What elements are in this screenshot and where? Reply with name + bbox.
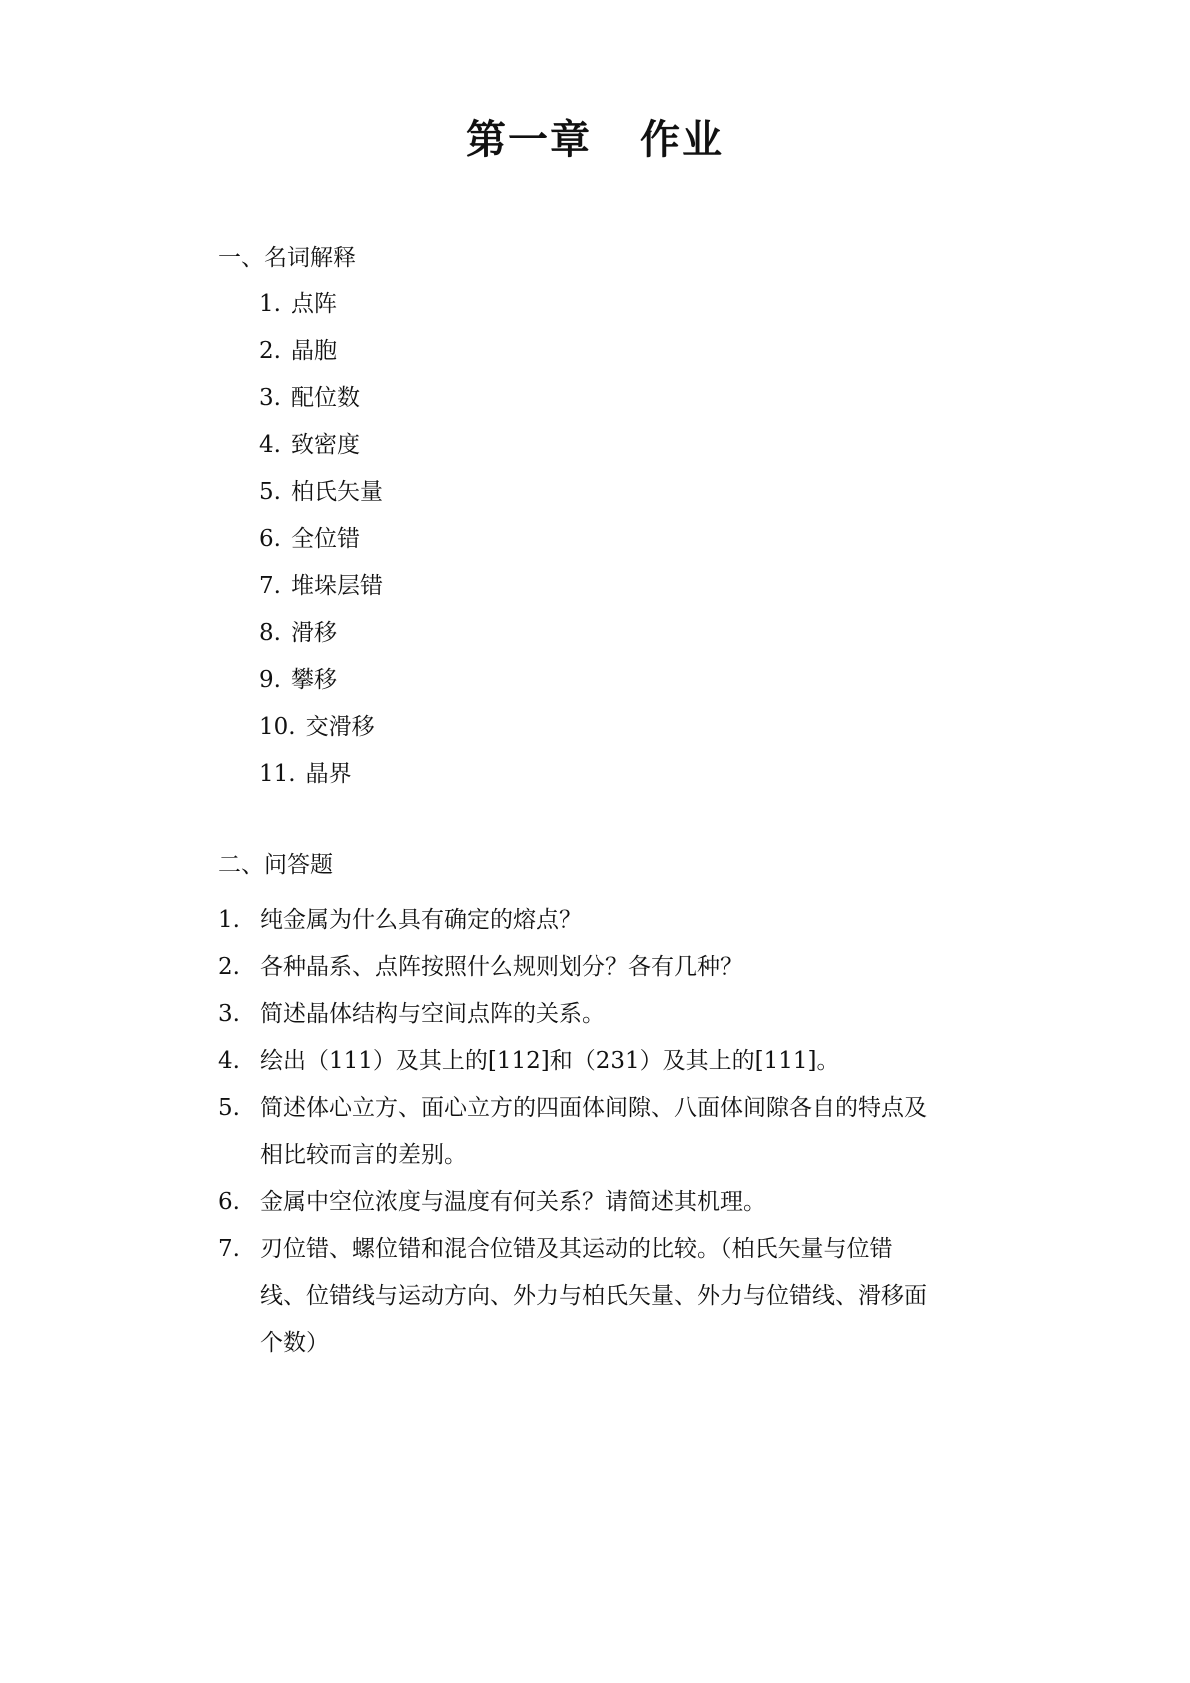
item-number: 2. [259, 338, 281, 364]
question-line: 简述体心立方、面心立方的四面体间隙、八面体间隙各自的特点及 [260, 1095, 927, 1121]
item-number: 9. [259, 667, 281, 693]
item-number: 11. [259, 761, 296, 787]
title-chapter: 第一章 [466, 117, 592, 163]
item-text: 致密度 [290, 432, 360, 458]
item-text: 全位错 [290, 526, 360, 552]
term-list [259, 288, 383, 805]
list-item [218, 944, 978, 991]
question-line: 金属中空位浓度与温度有何关系？请简述其机理。 [260, 1189, 766, 1215]
list-item [218, 991, 978, 1038]
item-number: 6. [259, 526, 281, 552]
item-text: 交滑移 [305, 714, 375, 740]
item-number: 1. [218, 907, 240, 933]
page-title [0, 112, 1190, 168]
item-text: 滑移 [290, 620, 337, 646]
item-number: 2. [218, 954, 240, 980]
list-item [259, 335, 383, 382]
item-number: 4. [259, 432, 281, 458]
list-item [218, 1179, 978, 1226]
question-line: 纯金属为什么具有确定的熔点？ [260, 907, 582, 933]
question-list [218, 897, 978, 1367]
list-item [259, 664, 383, 711]
question-line: 各种晶系、点阵按照什么规则划分？各有几种？ [260, 954, 743, 980]
item-text: 点阵 [290, 291, 337, 317]
section-heading-questions: 二、问答题 [218, 852, 333, 878]
title-homework: 作业 [640, 117, 724, 163]
question-line: 个数） [260, 1330, 329, 1356]
list-item [259, 617, 383, 664]
list-item [259, 476, 383, 523]
question-line: 绘出（111）及其上的[112]和（231）及其上的[111]。 [260, 1048, 840, 1074]
item-text: 堆垛层错 [290, 573, 383, 599]
list-item [259, 711, 383, 758]
item-number: 8. [259, 620, 281, 646]
list-item [218, 1038, 978, 1085]
item-text: 配位数 [290, 385, 360, 411]
item-number: 7. [259, 573, 281, 599]
question-line: 线、位错线与运动方向、外力与柏氏矢量、外力与位错线、滑移面 [260, 1283, 927, 1309]
item-number: 10. [259, 714, 296, 740]
list-item [259, 523, 383, 570]
list-item [218, 1085, 978, 1179]
section-heading-terms: 一、名词解释 [218, 245, 356, 271]
item-text: 晶界 [305, 761, 352, 787]
question-line: 刃位错、螺位错和混合位错及其运动的比较。（柏氏矢量与位错 [260, 1236, 893, 1262]
item-number: 3. [218, 1001, 240, 1027]
item-number: 1. [259, 291, 281, 317]
item-number: 5. [218, 1095, 240, 1121]
list-item [259, 382, 383, 429]
list-item [259, 288, 383, 335]
list-item [259, 570, 383, 617]
item-text: 晶胞 [290, 338, 337, 364]
item-number: 3. [259, 385, 281, 411]
list-item [218, 897, 978, 944]
item-number: 4. [218, 1048, 240, 1074]
list-item [259, 758, 383, 805]
item-number: 5. [259, 479, 281, 505]
item-number: 6. [218, 1189, 240, 1215]
item-text: 柏氏矢量 [290, 479, 383, 505]
item-number: 7. [218, 1236, 240, 1262]
question-line: 相比较而言的差别。 [260, 1142, 467, 1168]
question-line: 简述晶体结构与空间点阵的关系。 [260, 1001, 605, 1027]
item-text: 攀移 [290, 667, 337, 693]
list-item [259, 429, 383, 476]
list-item [218, 1226, 978, 1367]
